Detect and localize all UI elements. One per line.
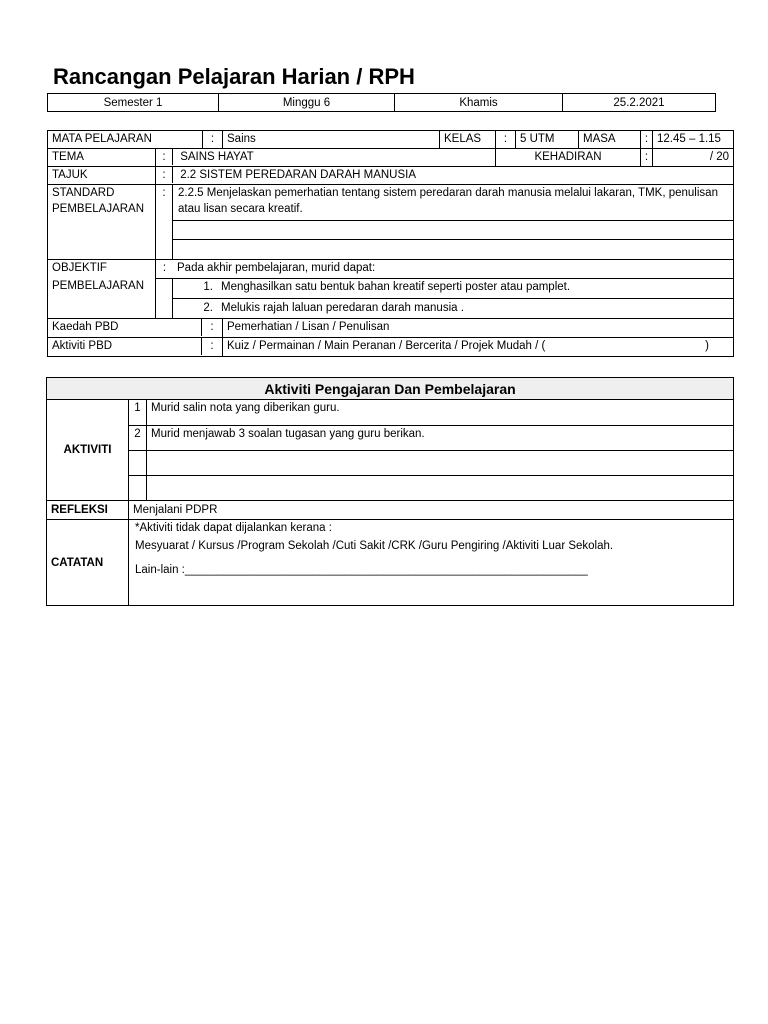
tajuk-value: 2.2 SISTEM PEREDARAN DARAH MANUSIA xyxy=(180,169,417,181)
kehadiran-value: / 20 xyxy=(653,149,734,167)
tajuk-label: TAJUK xyxy=(48,167,156,185)
standard-blank-row xyxy=(173,240,733,259)
mata-pelajaran-label: MATA PELAJARAN xyxy=(48,131,203,149)
tajuk-value-cell xyxy=(156,167,734,185)
kaedah-value: Pemerhatian / Lisan / Penulisan xyxy=(223,319,734,338)
standard-label-line1: STANDARD xyxy=(52,187,115,199)
aktiviti-pbd-value: Kuiz / Permainan / Main Peranan / Bercerita / Projek Mudah / ( xyxy=(227,340,546,352)
activity-num-empty xyxy=(129,476,147,501)
aktiviti-pbd-close: ) xyxy=(705,340,709,352)
activity-num: 1 xyxy=(129,400,147,426)
colon: : xyxy=(201,319,222,336)
colon: : xyxy=(156,149,173,165)
colon: : xyxy=(641,149,653,167)
activities-heading: Aktiviti Pengajaran Dan Pembelajaran xyxy=(47,378,734,400)
objektif-item-text: Melukis rajah laluan peredaran darah manusia . xyxy=(221,302,464,314)
catatan-line3: Lain-lain :_______________________________________________________________ xyxy=(135,564,588,576)
standard-value: 2.2.5 Menjelaskan pemerhatian tentang sistem peredaran darah manusia melalui lakaran, TMK, penulisan atau lisan secara kreatif. xyxy=(173,185,733,221)
refleksi-value: Menjalani PDPR xyxy=(129,501,734,520)
colon: : xyxy=(156,167,173,183)
standard-value-cell xyxy=(156,185,734,260)
standard-blank-row xyxy=(173,221,733,240)
activity-text: Murid menjawab 3 soalan tugasan yang guru berikan. xyxy=(147,426,734,451)
colon: : xyxy=(496,131,516,149)
objektif-intro: Pada akhir pembelajaran, murid dapat: xyxy=(177,262,376,274)
activity-text: Murid salin nota yang diberikan guru. xyxy=(147,400,734,426)
standard-label xyxy=(48,185,156,260)
tema-value: SAINS HAYAT xyxy=(180,151,254,163)
colon: : xyxy=(162,262,167,274)
colon: : xyxy=(156,185,173,259)
refleksi-label: REFLEKSI xyxy=(47,501,129,520)
standard-label-line2: PEMBELAJARAN xyxy=(52,203,145,215)
kehadiran-label: KEHADIRAN xyxy=(496,149,641,167)
catatan-line1: *Aktiviti tidak dapat dijalankan kerana : xyxy=(135,522,332,534)
tema-value-cell xyxy=(156,149,496,167)
tarikh-cell: 25.2.2021 xyxy=(563,94,716,112)
info-table xyxy=(47,130,734,357)
mata-pelajaran-value: Sains xyxy=(223,131,440,149)
objektif-label xyxy=(48,260,156,319)
semester-cell: Semester 1 xyxy=(48,94,219,112)
objektif-item xyxy=(173,279,733,299)
colon: : xyxy=(201,338,222,355)
objektif-label-line2: PEMBELAJARAN xyxy=(52,280,145,292)
header-table xyxy=(47,93,716,112)
tema-label: TEMA xyxy=(48,149,156,167)
kaedah-label-cell xyxy=(48,319,223,338)
aktiviti-pbd-label-cell xyxy=(48,338,223,357)
page-title: Rancangan Pelajaran Harian / RPH xyxy=(53,64,415,89)
catatan-label: CATATAN xyxy=(47,520,129,606)
activity-num: 2 xyxy=(129,426,147,451)
aktiviti-pbd-value-cell xyxy=(223,338,734,357)
colon: : xyxy=(203,131,223,149)
colon: : xyxy=(641,131,653,149)
aktiviti-pbd-label: Aktiviti PBD xyxy=(52,340,113,352)
objektif-item-num: 2. xyxy=(203,302,213,314)
masa-value: 12.45 – 1.15 xyxy=(653,131,734,149)
objektif-item-num: 1. xyxy=(203,281,213,293)
minggu-cell: Minggu 6 xyxy=(219,94,395,112)
kaedah-label: Kaedah PBD xyxy=(52,321,119,333)
catatan-value-cell xyxy=(129,520,734,606)
catatan-line2: Mesyuarat / Kursus /Program Sekolah /Cuti Sakit /CRK /Guru Pengiring /Aktiviti Luar Sekolah. xyxy=(135,540,614,552)
aktiviti-label: AKTIVITI xyxy=(47,400,129,501)
activity-text-empty xyxy=(147,476,734,501)
objektif-item xyxy=(173,299,733,318)
activity-num-empty xyxy=(129,451,147,476)
activities-table xyxy=(46,377,734,606)
objektif-item-text: Menghasilkan satu bentuk bahan kreatif seperti poster atau pamplet. xyxy=(221,281,571,293)
activity-text-empty xyxy=(147,451,734,476)
kelas-label: KELAS xyxy=(440,131,496,149)
hari-cell: Khamis xyxy=(395,94,563,112)
masa-label: MASA xyxy=(579,131,641,149)
objektif-label-line1: OBJEKTIF xyxy=(52,262,107,274)
objektif-value-cell xyxy=(156,260,734,319)
kelas-value: 5 UTM xyxy=(516,131,579,149)
